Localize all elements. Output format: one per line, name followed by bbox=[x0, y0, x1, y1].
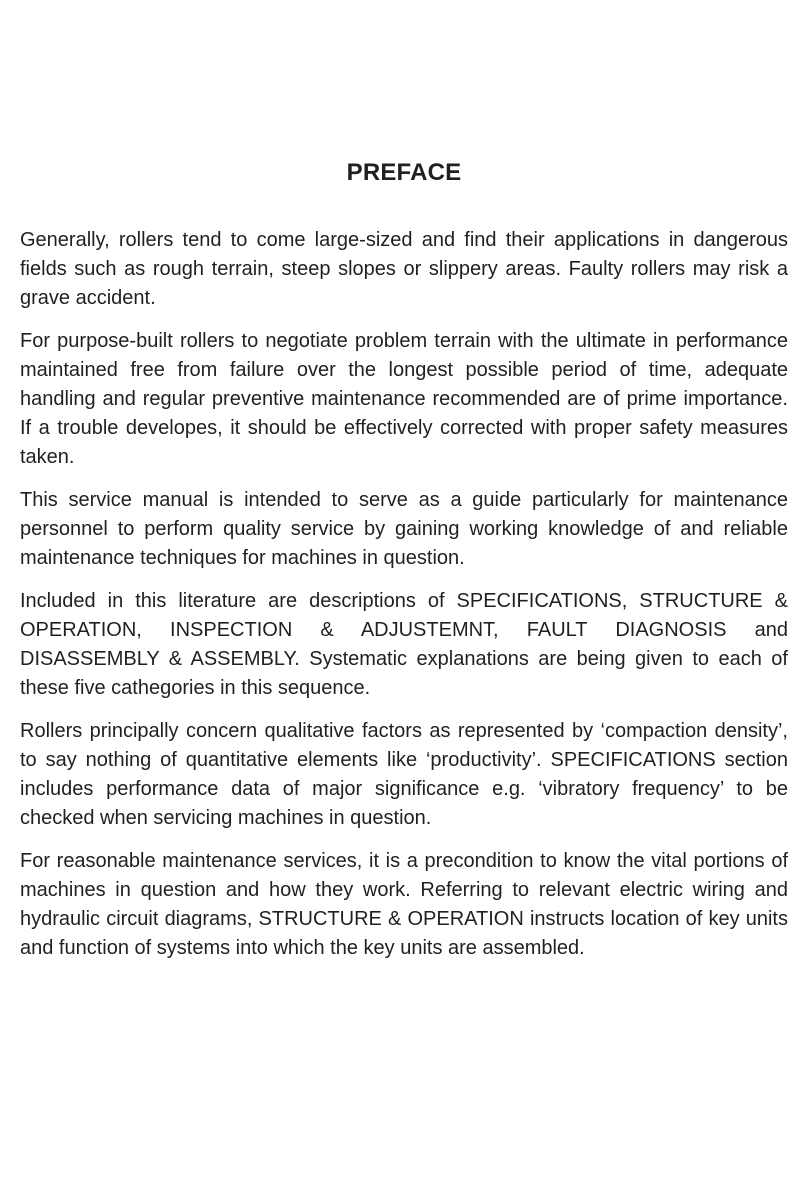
document-page bbox=[20, 0, 788, 977]
paragraph-structure-operation: For reasonable maintenance services, it is a precondition to know the vital portions of machines in question and how they work. Referring to relevant electric wiring and hydraulic circuit diagrams, STRUCTURE & OPERATION instructs location of key units and function of systems into which the key units are assembled. bbox=[20, 850, 788, 959]
paragraph-manual-purpose: This service manual is intended to serve as a guide particularly for maintenance personnel to perform quality service by gaining working knowledge of and reliable maintenance techniques for machines in question. bbox=[20, 489, 788, 569]
paragraph-maintenance-importance: For purpose-built rollers to negotiate problem terrain with the ultimate in performance maintained free from failure over the longest possible period of time, adequate handling and regular preventive maintenance recommended are of prime importance. If a trouble developes, it should be effectively corrected with proper safety measures taken. bbox=[20, 330, 788, 468]
paragraph-contents: Included in this literature are descriptions of SPECIFICATIONS, STRUCTURE & OPERATION, INSPECTION & ADJUSTEMNT, FAULT DIAGNOSIS and DISASSEMBLY & ASSEMBLY. Systematic explanations are being given to each of these five cathegories in this sequence. bbox=[20, 590, 788, 699]
page-title: PREFACE bbox=[346, 159, 462, 186]
paragraph-introduction: Generally, rollers tend to come large-sized and find their applications in dangerous fields such as rough terrain, steep slopes or slippery areas. Faulty rollers may risk a grave accident. bbox=[20, 229, 788, 309]
paragraph-specifications: Rollers principally concern qualitative factors as represented by ‘compaction density’, to say nothing of quantitative elements like ‘productivity’. SPECIFICATIONS section includes performance data of major significance e.g. ‘vibratory frequency’ to be checked when servicing machines in question. bbox=[20, 720, 788, 829]
document-body bbox=[20, 226, 788, 963]
